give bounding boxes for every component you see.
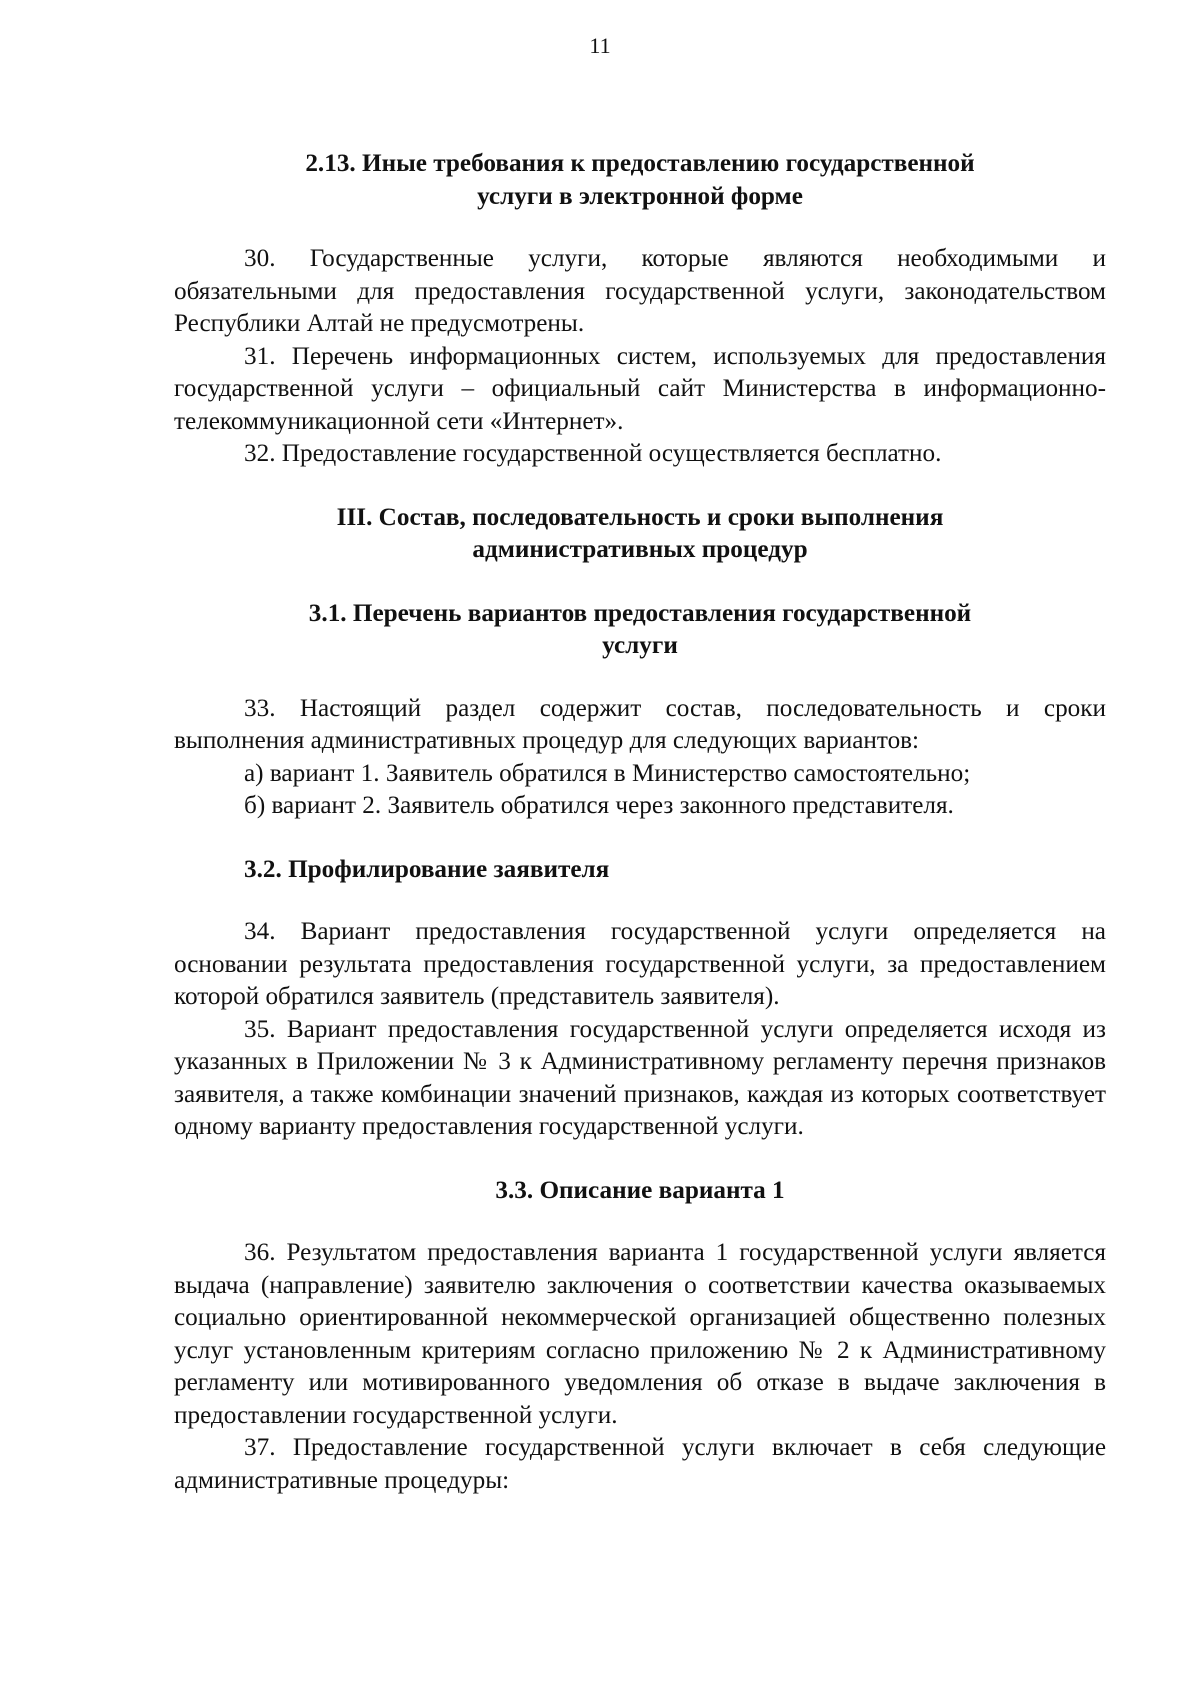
section-heading-3-line1: III. Состав, последовательность и сроки выполнения	[336, 503, 944, 531]
section-heading-3-line2: административных процедур	[472, 536, 808, 563]
list-item-a: а) вариант 1. Заявитель обратился в Министерство самостоятельно;	[244, 759, 971, 787]
paragraph-32: 32. Предоставление государственной осуществляется бесплатно.	[244, 440, 942, 467]
paragraph-36: 36. Результатом предоставления варианта 1 государственной услуги является выдача (направление) заявителю заключения о соответствии качества оказываемых социально ориентированной некоммерческой организацией общественно полезных услуг установленным критериям согласно приложению № 2 к Административному регламенту или мотивированного уведомления об отказе в выдаче заключения в предоставлении государственной услуги.	[174, 1239, 1106, 1429]
section-heading-2-13-line2: услуги в электронной форме	[477, 182, 803, 210]
section-heading-2-13-line1: 2.13. Иные требования к предоставлению государственной	[305, 150, 975, 177]
paragraph-33: 33. Настоящий раздел содержит состав, последовательность и сроки выполнения административных процедур для следующих вариантов:	[174, 694, 1106, 754]
paragraph-34: 34. Вариант предоставления государственной услуги определяется на основании результата предоставления государственной услуги, за предоставлением которой обратился заявитель (представитель заявителя).	[174, 918, 1106, 1010]
paragraph-35: 35. Вариант предоставления государственной услуги определяется исходя из указанных в Приложении № 3 к Административному регламенту перечня признаков заявителя, а также комбинации значений признаков, каждая из которых соответствует одному варианту предоставления государственной услуги.	[174, 1015, 1106, 1140]
page-number: 11	[589, 33, 611, 58]
document-body	[174, 148, 1106, 1497]
section-heading-3-2: 3.2. Профилирование заявителя	[244, 855, 610, 883]
list-item-b: б) вариант 2. Заявитель обратился через законного представителя.	[244, 792, 954, 819]
section-heading-3-3: 3.3. Описание варианта 1	[495, 1176, 785, 1204]
paragraph-31: 31. Перечень информационных систем, используемых для предоставления государственной услуги – официальный сайт Министерства в информационно-телекоммуникационной сети «Интернет».	[174, 342, 1106, 435]
section-heading-3-1	[224, 598, 1056, 663]
section-heading-3-1-line2: услуги	[602, 632, 678, 659]
paragraph-37: 37. Предоставление государственной услуги включает в себя следующие административные процедуры:	[174, 1434, 1106, 1494]
section-heading-2-13	[224, 148, 1056, 213]
section-heading-3	[224, 502, 1056, 567]
paragraph-30: 30. Государственные услуги, которые являются необходимыми и обязательными для предоставления государственной услуги, законодательством Республики Алтай не предусмотрены.	[174, 245, 1106, 337]
section-heading-3-1-line1: 3.1. Перечень вариантов предоставления государственной	[308, 599, 972, 627]
